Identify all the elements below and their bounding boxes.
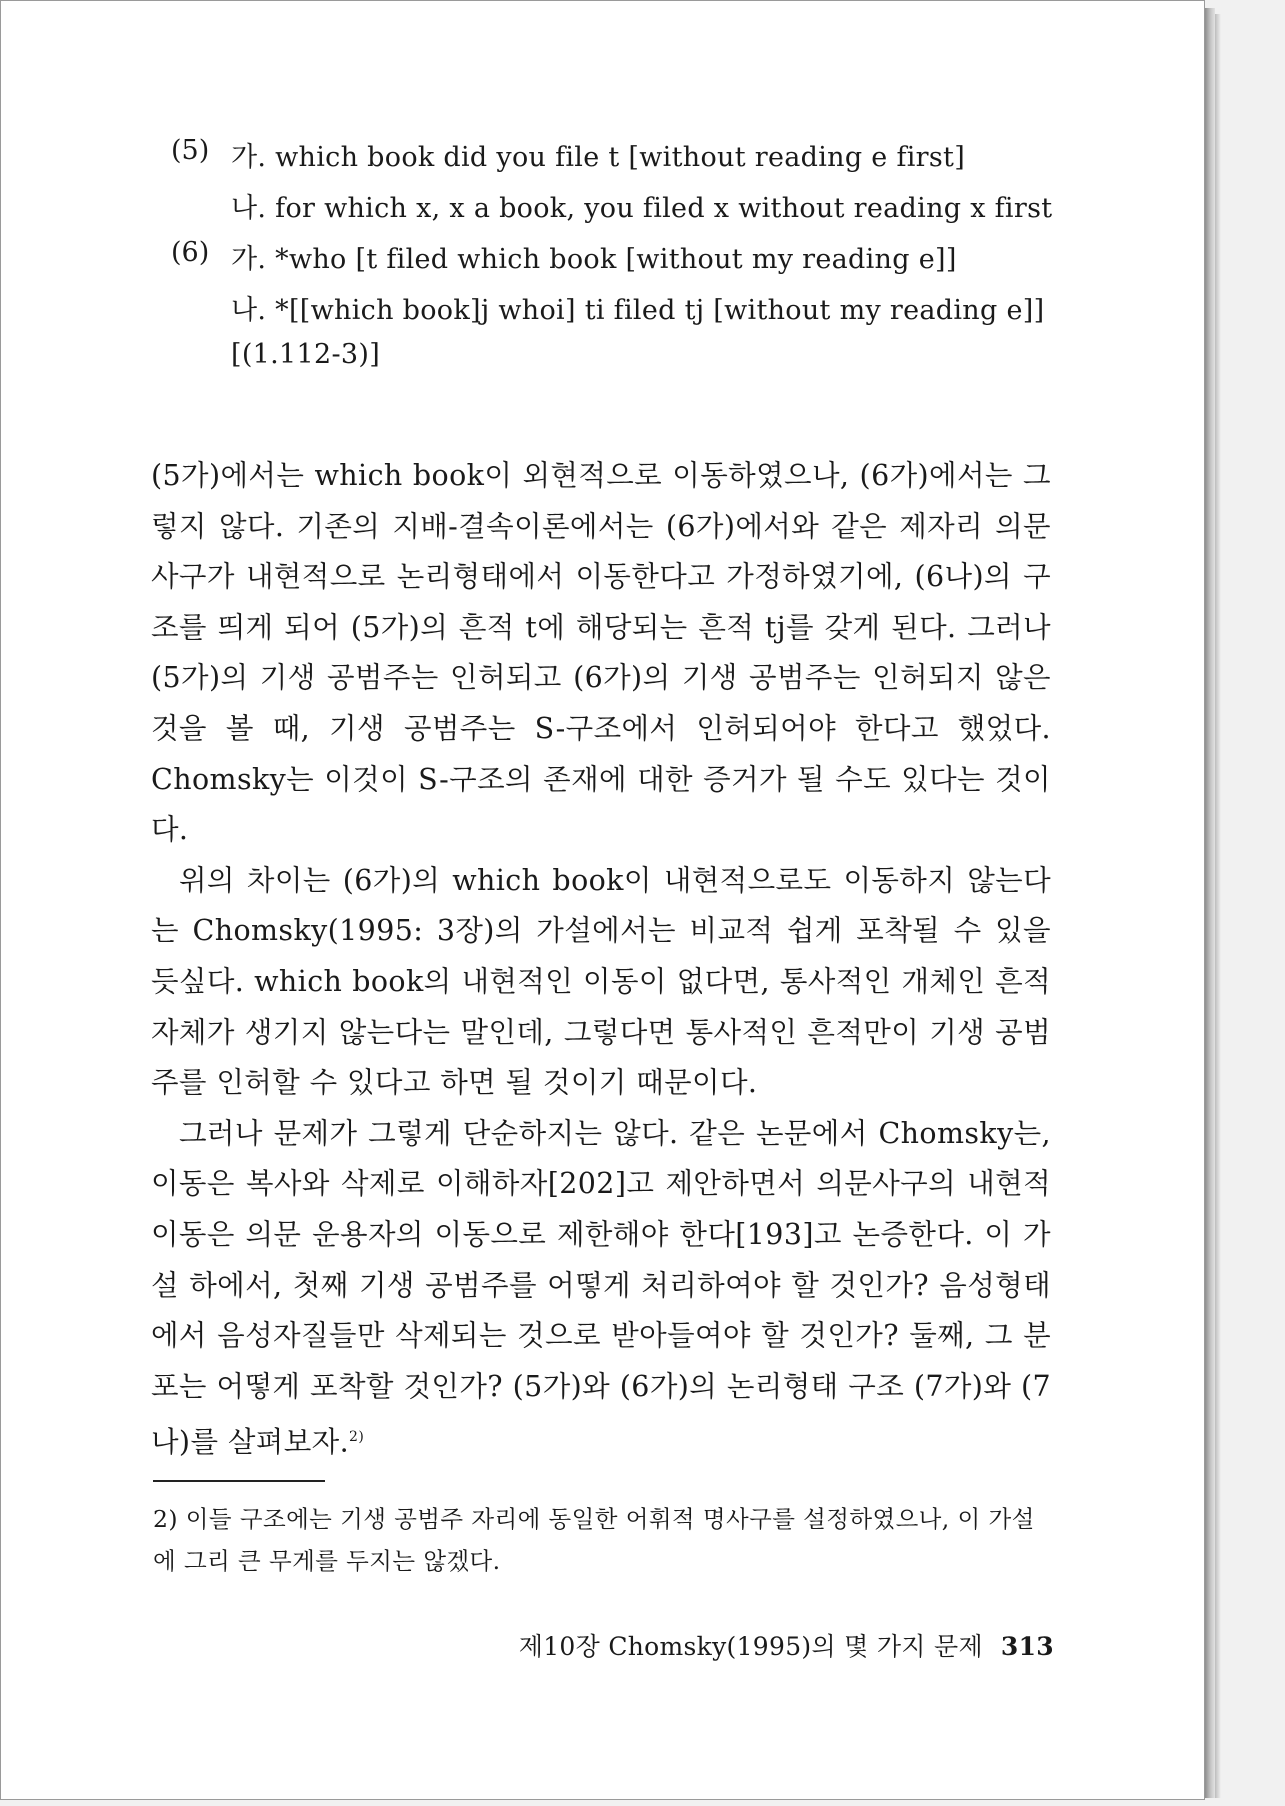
example-6a: 가. *who [t filed which book [without my reading e]] bbox=[231, 244, 957, 275]
page-number: 313 bbox=[1000, 1632, 1054, 1661]
body-text bbox=[151, 451, 1051, 1468]
example-5a: 가. which book did you file t [without reading e first] bbox=[231, 142, 966, 173]
example-citation: [(1.112-3)] bbox=[231, 339, 381, 370]
footnote: 2) 이들 구조에는 기생 공범주 자리에 동일한 어휘적 명사구를 설정하였으나, 이 가설에 그리 큰 무게를 두지는 않겠다. bbox=[153, 1505, 1035, 1575]
example-number-6: (6) bbox=[171, 237, 210, 268]
footnote-reference: 2) bbox=[349, 1429, 365, 1446]
example-6b: 나. *[[which book]j whoi] ti filed tj [without my reading e]] bbox=[231, 295, 1045, 326]
example-5b: 나. for which x, x a book, you filed x without reading x first bbox=[231, 193, 1053, 224]
paragraph-3 bbox=[151, 1109, 1051, 1469]
page-footer bbox=[519, 1627, 1054, 1663]
running-head: 제10장 Chomsky(1995)의 몇 가지 문제 bbox=[518, 1632, 983, 1661]
paragraph-1: (5가)에서는 which book이 외현적으로 이동하였으나, (6가)에서는 그렇지 않다. 기존의 지배-결속이론에서는 (6가)에서와 같은 제자리 의문사구가 내현적으로 논리형태에서 이동한다고 가정하였기에, (6나)의 구조를 띄게 되어 (5가)의 흔적 t에 해당되는 흔적 tj를 갖게 된다. 그러나 (5가)의 기생 공범주는 인허되고 (6가)의 기생 공범주는 인허되지 않은 것을 볼 때, 기생 공범주는 S-구조에서 인허되어야 한다고 했었다. Chomsky는 이것이 S-구조의 존재에 대한 증거가 될 수도 있다는 것이다. bbox=[151, 459, 1051, 847]
example-number-5: (5) bbox=[171, 135, 210, 166]
page-shadow bbox=[1215, 14, 1221, 1798]
footnote-divider bbox=[153, 1480, 325, 1482]
paragraph-2: 위의 차이는 (6가)의 which book이 내현적으로도 이동하지 않는다는 Chomsky(1995: 3장)의 가설에서는 비교적 쉽게 포착될 수 있을 듯싶다. which book의 내현적인 이동이 없다면, 통사적인 개체인 흔적 자체가 생기지 않는다는 말인데, 그렇다면 통사적인 흔적만이 기생 공범주를 인허할 수 있다고 하면 될 것이기 때문이다. bbox=[151, 863, 1051, 1100]
page-edge bbox=[1205, 8, 1215, 1798]
paragraph-3-text: 그러나 문제가 그렇게 단순하지는 않다. 같은 논문에서 Chomsky는, 이동은 복사와 삭제로 이해하자[202]고 제안하면서 의문사구의 내현적 이동은 의문 운용자의 이동으로 제한해야 한다[193]고 논증한다. 이 가설 하에서, 첫째 기생 공범주를 어떻게 처리하여야 할 것인가? 음성형태에서 음성자질들만 삭제되는 것으로 받아들여야 할 것인가? 둘째, 그 분포는 어떻게 포착할 것인가? (5가)와 (6가)의 논리형태 구조 (7가)와 (7나)를 살펴보자. bbox=[151, 1116, 1051, 1459]
